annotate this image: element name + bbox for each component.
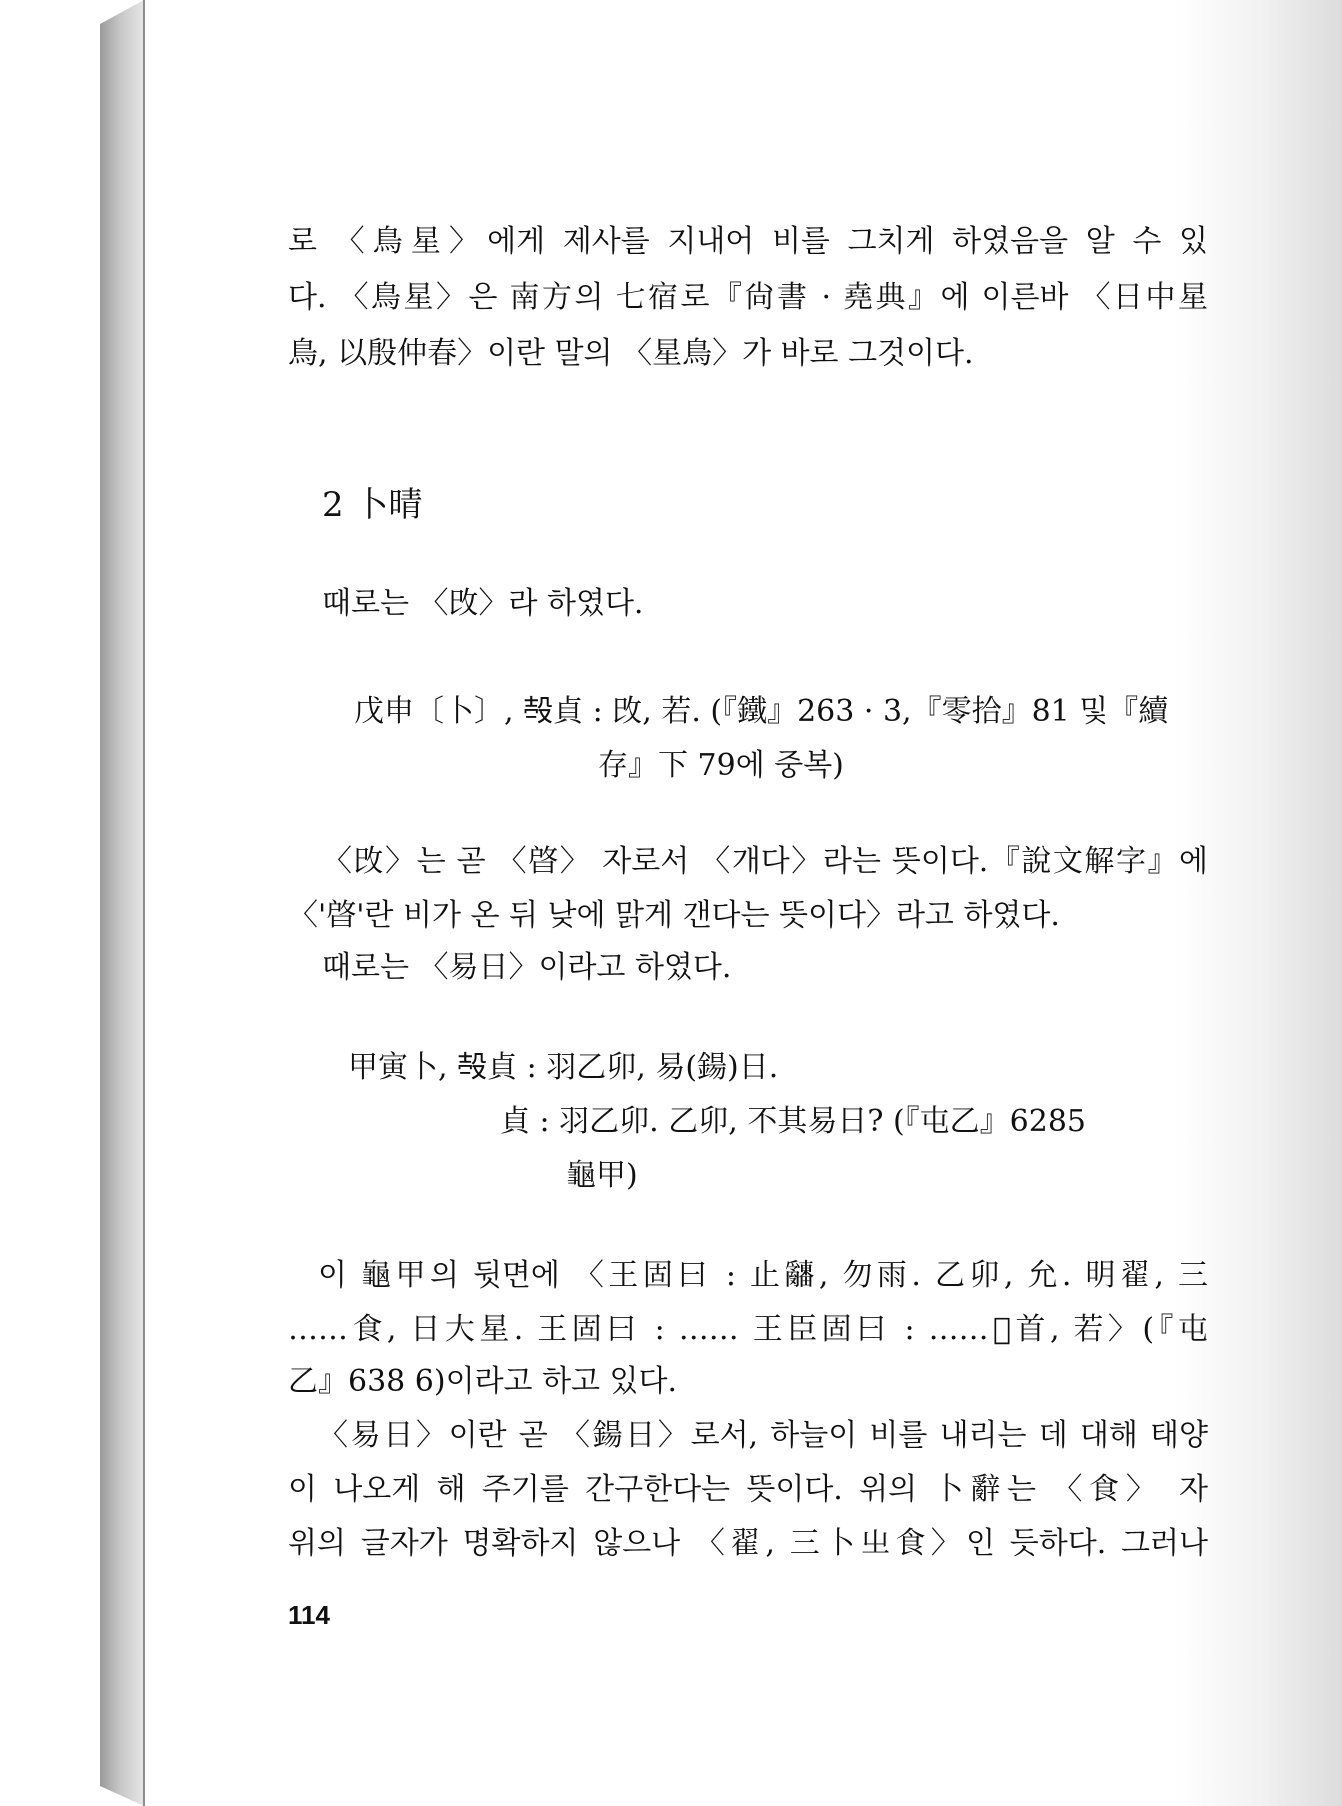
paragraph-line: 乙』638 6)이라고 하고 있다. <box>288 1364 678 1399</box>
quote-line: 戊申〔卜〕, 𣪊貞 : 攺, 若. (『鐵』263 · 3,『零拾』81 및『續 <box>354 694 1169 729</box>
paragraph-line: 다. 〈鳥星〉은 南方의 七宿로『尙書 · 堯典』에 이른바 〈日中星 <box>288 280 1208 315</box>
paragraph-line: ……食, 日大星. 王固曰 : …… 王臣固曰 : ……𡚖首, 若〉(『屯 <box>288 1312 1208 1347</box>
quote-line: 存』下 79에 중복) <box>598 748 844 783</box>
paragraph-line: 때로는 〈易日〉이라고 하였다. <box>322 950 732 985</box>
paragraph-line: 〈'晵'란 비가 온 뒤 낮에 맑게 갠다는 뜻이다〉라고 하였다. <box>288 898 1060 933</box>
quote-line: 貞 : 羽乙卯. 乙卯, 不其易日? (『屯乙』6285 <box>500 1104 1086 1139</box>
paragraph-line: 위의 글자가 명확하지 않으나 〈翟, 三卜㞢食〉인 듯하다. 그러나 <box>288 1526 1208 1561</box>
page-number: 114 <box>288 1600 330 1630</box>
paragraph-line: 로 〈鳥星〉에게 제사를 지내어 비를 그치게 하였음을 알 수 있 <box>288 224 1208 259</box>
book-spine <box>100 0 144 1806</box>
paragraph-line: 때로는 〈攺〉라 하였다. <box>322 586 644 621</box>
section-heading: 2 卜晴 <box>322 485 423 525</box>
quote-line: 龜甲) <box>566 1158 638 1193</box>
paragraph-line: 이 나오게 해 주기를 간구한다는 뜻이다. 위의 卜辭는 〈食〉 자 <box>288 1472 1208 1507</box>
paragraph-line: 이 龜甲의 뒷면에 〈王固曰 : 止𤕌, 勿雨. 乙卯, 允. 明翟, 三 <box>318 1258 1208 1293</box>
paragraph-line: 鳥, 以殷仲春〉이란 말의 〈星鳥〉가 바로 그것이다. <box>288 336 974 371</box>
paragraph-line: 〈攺〉는 곧 〈晵〉 자로서 〈개다〉라는 뜻이다.『說文解字』에 <box>322 844 1208 879</box>
paragraph-line: 〈易日〉이란 곧 〈鍚日〉로서, 하늘이 비를 내리는 데 대해 태양 <box>318 1418 1208 1453</box>
quote-line: 甲寅卜, 𣪊貞 : 羽乙卯, 易(鍚)日. <box>348 1050 779 1085</box>
